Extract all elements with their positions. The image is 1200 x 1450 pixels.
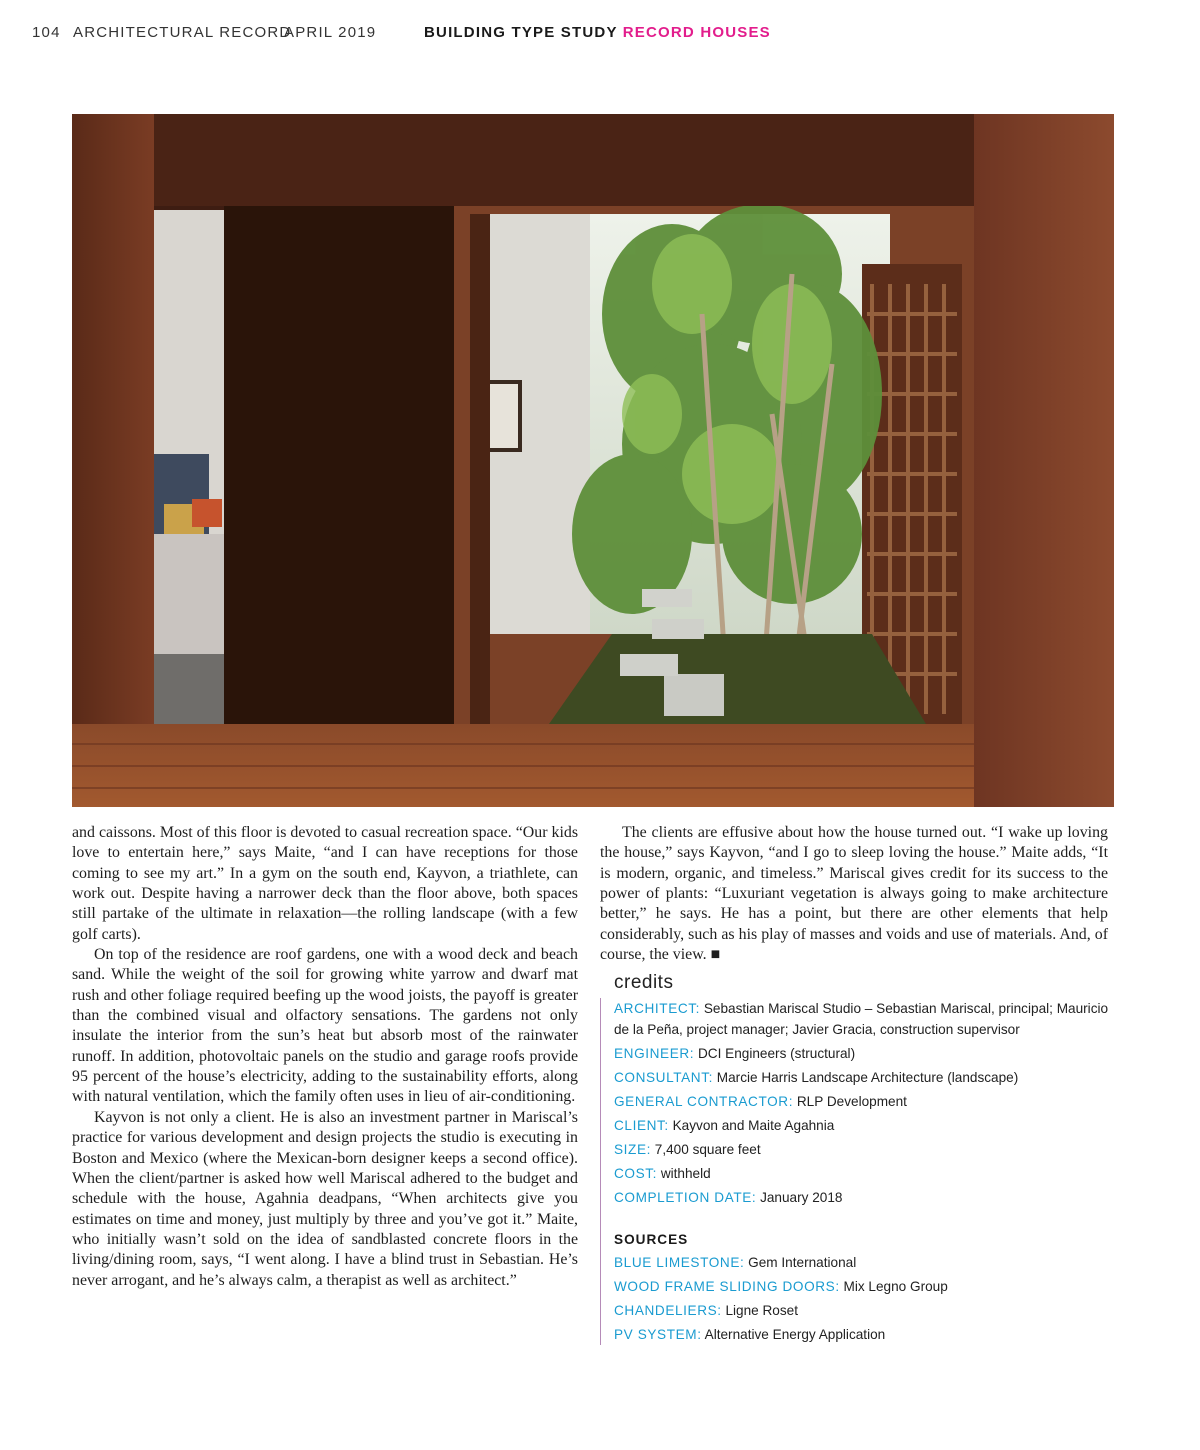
credit-label: COMPLETION DATE:	[614, 1190, 757, 1205]
running-header	[32, 24, 1160, 46]
source-value: Ligne Roset	[725, 1303, 799, 1318]
section-accent: RECORD HOUSES	[622, 24, 771, 41]
body-text-right-column	[600, 823, 1108, 965]
source-label: CHANDELIERS:	[614, 1303, 722, 1318]
credit-row	[614, 1115, 1120, 1136]
source-value: Gem International	[748, 1255, 857, 1270]
source-row	[614, 1324, 1120, 1345]
credits-list	[600, 998, 1120, 1345]
credit-label: SIZE:	[614, 1142, 651, 1157]
source-label: PV SYSTEM:	[614, 1327, 702, 1342]
source-row	[614, 1276, 1120, 1297]
photo-illustration	[72, 114, 1114, 807]
credit-value: Marcie Harris Landscape Architecture (landscape)	[716, 1070, 1019, 1085]
credit-label: CLIENT:	[614, 1118, 669, 1133]
credit-value: Kayvon and Maite Agahnia	[672, 1118, 835, 1133]
body-paragraph: and caissons. Most of this floor is devoted to casual recreation space. “Our kids love to entertain here,” says Maite, “and I can have receptions for those coming to see my art.” In a gym on the south end, Kayvon, a triathlete, can work out. Despite having a narrower deck than the floor above, both spaces still partake of the ultimate in relaxation—the rolling landscape (with a few golf carts).	[72, 824, 578, 943]
magazine-name: ARCHITECTURAL RECORD	[73, 24, 292, 41]
credit-label: COST:	[614, 1166, 658, 1181]
source-label: BLUE LIMESTONE:	[614, 1255, 745, 1270]
source-value: Mix Legno Group	[843, 1279, 948, 1294]
source-label: WOOD FRAME SLIDING DOORS:	[614, 1279, 840, 1294]
credit-value: January 2018	[760, 1190, 843, 1205]
credit-label: GENERAL CONTRACTOR:	[614, 1094, 794, 1109]
source-value: Alternative Energy Application	[704, 1327, 886, 1342]
credit-row	[614, 1139, 1120, 1160]
page-number: 104	[32, 24, 61, 41]
body-paragraph: The clients are effusive about how the house turned out. “I wake up loving the house,” says Kayvon, “and I go to sleep loving the house.” Maite adds, “It is modern, organic, and timeless.” Mariscal gives credit for its success to the power of plants: “Luxuriant vegetation is always going to make architecture better,” he says. He has a point, but there are other elements that help considerably, such as his play of masses and voids and use of materials. And, of course, the view. ■	[600, 824, 1108, 964]
body-paragraph: On top of the residence are roof gardens, one with a wood deck and beach sand. While the weight of the soil for growing white yarrow and dwarf mat rush and other foliage required beefing up the wood joists, the payoff is greater than the combined visual and olfactory sensations. The gardens not only insulate the interior from the sun’s heat but absorb most of the rainwater runoff. In addition, photovoltaic panels on the studio and garage roofs provide 95 percent of the house’s electricity, adding to the sustainability efforts, along with natural ventilation, which the family often uses in lieu of air-conditioning.	[72, 946, 578, 1106]
body-text-left-column	[72, 823, 578, 1291]
credit-value: RLP Development	[796, 1094, 907, 1109]
credits-box	[600, 972, 1120, 1348]
credit-value: DCI Engineers (structural)	[697, 1046, 856, 1061]
credit-row	[614, 1187, 1120, 1208]
source-row	[614, 1300, 1120, 1321]
credit-value: Sebastian Mariscal Studio – Sebastian Mariscal, principal; Mauricio de la Peña, project manager; Javier Gracia, construction supervisor	[614, 1001, 1109, 1037]
section-label: BUILDING TYPE STUDY	[424, 24, 618, 41]
courtyard-photo	[72, 114, 1114, 807]
credit-label: ENGINEER:	[614, 1046, 695, 1061]
issue-date: APRIL 2019	[284, 24, 377, 41]
credit-row	[614, 1067, 1120, 1088]
sources-heading: SOURCES	[614, 1232, 689, 1247]
credit-row	[614, 1163, 1120, 1184]
section-title	[424, 24, 771, 41]
credit-value: withheld	[660, 1166, 711, 1181]
credit-label: ARCHITECT:	[614, 1001, 701, 1016]
source-row	[614, 1252, 1120, 1273]
credits-title: credits	[614, 972, 674, 993]
credit-value: 7,400 square feet	[654, 1142, 761, 1157]
credit-row	[614, 1043, 1120, 1064]
credit-row	[614, 1091, 1120, 1112]
credit-row	[614, 998, 1120, 1040]
body-paragraph: Kayvon is not only a client. He is also an investment partner in Mariscal’s practice for various development and design projects the studio is executing in Boston and Mexico (where the Mexican-born designer keeps a second office). When the client/partner is asked how well Mariscal adhered to the budget and schedule with the house, Agahnia deadpans, “When architects give you estimates on time and money, just multiply by three and you’ve got it.” Maite, who initially wasn’t sold on the idea of sandblasted concrete floors in the living/dining room, says, “I went along. I have a blind trust in Sebastian. He’s never arrogant, and he’s always calm, a therapist as well as architect.”	[72, 1108, 578, 1289]
credit-label: CONSULTANT:	[614, 1070, 713, 1085]
